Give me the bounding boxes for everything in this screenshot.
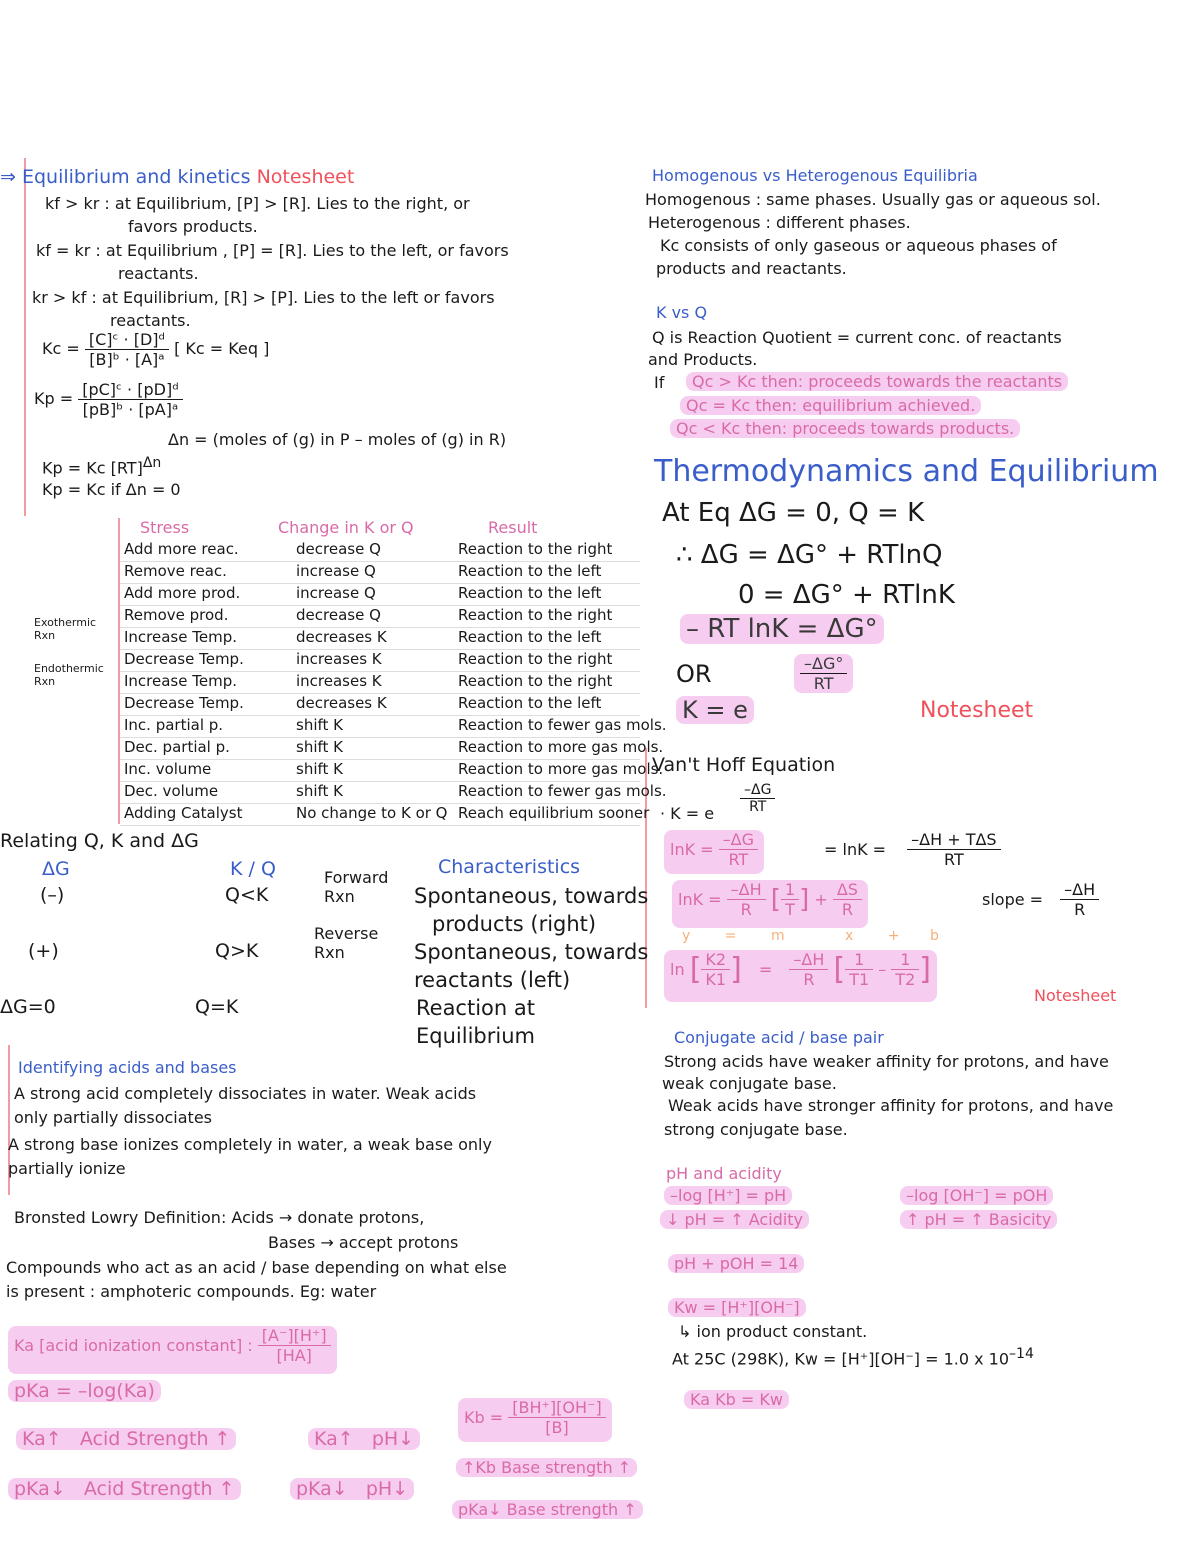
kb-denominator: [B] [545, 1418, 569, 1437]
stress-row [120, 694, 640, 716]
kc-denominator: [B]ᵇ · [A]ᵃ [89, 350, 165, 369]
stress-row [120, 628, 640, 650]
vanthoff-title: Van't Hoff Equation [652, 754, 836, 776]
kc-label: Kc = [42, 339, 80, 358]
stress-cell: Add more prod. [124, 584, 241, 602]
bronsted-line-1: Bronsted Lowry Definition: Acids → donate protons, [14, 1208, 425, 1227]
stress-cell: Adding Catalyst [124, 804, 243, 822]
conjugate-line-3: Weak acids have stronger affinity for protons, and have [668, 1096, 1114, 1115]
stress-cell: Decrease Temp. [124, 650, 244, 668]
ln1-fraction [719, 830, 758, 869]
thermo-notesheet-tag: Notesheet [920, 698, 1034, 723]
kp-rt-exponent: Δn [142, 455, 162, 471]
thermo-title: Thermodynamics and Equilibrium [654, 454, 1159, 489]
stress-row [120, 716, 667, 738]
row3-char-a: Reaction at [416, 996, 535, 1020]
conjugate-line-2: weak conjugate base. [662, 1074, 837, 1093]
stress-row [120, 562, 640, 584]
ln3-den: K1 [705, 970, 727, 989]
change-cell: increases K [296, 650, 382, 668]
thermo-k-base: K = e [682, 696, 748, 724]
ln1-den: RT [728, 850, 749, 869]
pka-acid-strength [8, 1478, 241, 1500]
characteristics-header: Characteristics [438, 856, 581, 878]
ln1b-den: RT [944, 850, 964, 869]
kc-formula [42, 330, 269, 369]
arrow-icon: ⇒ [0, 166, 16, 188]
ln1-eq: = lnK = [824, 840, 887, 859]
stress-row-rule [120, 825, 640, 826]
ln2-plus: + [814, 890, 828, 909]
ymxb-labels [682, 928, 939, 944]
ka-formula [8, 1326, 337, 1374]
stress-row [120, 650, 640, 672]
amphoteric-line-1: Compounds who act as an acid / base depending on what else [6, 1258, 507, 1277]
conjugate-title: Conjugate acid / base pair [674, 1028, 884, 1047]
result-cell: Reaction to the right [458, 540, 613, 558]
stress-cell: Dec. partial p. [124, 738, 230, 756]
s3-pka: pKa↓ [14, 1478, 66, 1500]
kb-formula [458, 1398, 612, 1442]
result-cell: Reaction to fewer gas mols. [458, 716, 667, 734]
stress-cell: Add more reac. [124, 540, 239, 558]
ln3-r-fraction [789, 950, 828, 989]
change-cell: shift K [296, 782, 343, 800]
vanthoff-ln1-left [664, 830, 764, 874]
kp-denominator: [pB]ᵇ · [pA]ᵃ [82, 400, 179, 419]
row2-dg: (+) [28, 940, 59, 962]
ion-product-line: ↳ ion product constant. [678, 1322, 868, 1341]
kp-rt-formula [42, 455, 161, 477]
kf-gt-kr-line: kf > kr : at Equilibrium, [P] > [R]. Lies to the right, or [45, 194, 470, 213]
ln2-label: lnK = [678, 890, 722, 909]
thermo-k-exponent [794, 654, 853, 693]
row3-char-b: Equilibrium [416, 1024, 535, 1048]
stress-row [120, 738, 664, 760]
kb-label: Kb = [464, 1408, 504, 1427]
result-cell: Reaction to more gas mols. [458, 738, 664, 756]
relating-title: Relating Q, K and ΔG [0, 830, 199, 852]
thermo-line-2: ∴ ΔG = ΔG° + RTlnQ [676, 540, 943, 570]
stress-cell: Remove reac. [124, 562, 227, 580]
t2-num: 1 [891, 950, 919, 970]
conjugate-line-1: Strong acids have weaker affinity for protons, and have [664, 1052, 1109, 1071]
ymxb-m: m [770, 928, 785, 944]
change-cell: No change to K or Q [296, 804, 448, 822]
kc-note: [ Kc = Keq ] [174, 339, 270, 358]
ymxb-x: x [845, 928, 854, 944]
pka-ph [290, 1478, 414, 1500]
change-cell: increases K [296, 672, 382, 690]
thermo-line-1: At Eq ΔG = 0, Q = K [662, 498, 925, 528]
kb-fraction [508, 1398, 606, 1437]
kf-eq-kr-line-b: reactants. [118, 264, 199, 283]
kf-eq-kr-line: kf = kr : at Equilibrium , [P] = [R]. Lies to the left, or favors [36, 241, 509, 260]
kq-if: If [654, 373, 665, 392]
ln2-mid-den: T [785, 900, 795, 919]
vanthoff-exp-fraction [740, 782, 775, 815]
t1-fraction [845, 950, 873, 989]
thermo-k-eq [676, 696, 754, 724]
kp-kc-line: Kp = Kc if Δn = 0 [42, 480, 181, 499]
kp-label: Kp = [34, 389, 74, 408]
vanthoff-notesheet-tag: Notesheet [1034, 986, 1117, 1005]
result-header: Result [488, 518, 538, 537]
vanthoff-ln3: ln [ $\frac{K2}{K1}$ ] = $\frac{-\Delta H}{R}$ [ $\frac{1}{T1}$ – $\frac{1}{T2}$ ] [664, 950, 937, 1002]
s1-ka: Ka↑ [22, 1428, 62, 1450]
ln2-last-fraction [833, 880, 862, 919]
row1-kq: Q<K [225, 884, 269, 906]
ka-label: Ka [acid ionization constant] : [14, 1336, 253, 1355]
ln2-last-den: R [841, 900, 853, 919]
kp-fraction [78, 380, 182, 419]
change-cell: shift K [296, 716, 343, 734]
ka-numerator: [A⁻][H⁺] [258, 1326, 331, 1346]
row2-char-a: Spontaneous, towards [414, 940, 649, 964]
ln2-mid-fraction [781, 880, 799, 919]
kq-line-5: Qc < Kc then: proceeds towards products. [670, 419, 1020, 438]
homogenous-line-2: Heterogenous : different phases. [648, 213, 911, 232]
row1-direction: Forward Rxn [324, 868, 389, 906]
kr-gt-kf-line-b: reactants. [110, 311, 191, 330]
thermo-or: OR [676, 660, 712, 688]
acids-line-2: only partially dissociates [14, 1108, 212, 1127]
homogenous-line-3: Kc consists of only gaseous or aqueous phases of [660, 236, 1057, 255]
vanthoff-exp-den: RT [749, 799, 767, 815]
thermo-line-4: – RT lnK = ΔG° [680, 614, 884, 644]
ka-kb-kw: Ka Kb = Kw [684, 1390, 789, 1409]
stress-header: Stress [140, 518, 190, 537]
kb-base-strength: ↑Kb Base strength ↑ [456, 1458, 637, 1477]
ln3-label: ln [670, 960, 685, 979]
notesheet-tag: Notesheet [256, 166, 355, 188]
ph-a1: –log [H⁺] = pH [664, 1186, 792, 1205]
ln3-r-den: R [803, 970, 815, 989]
ymxb-plus: + [887, 928, 900, 944]
kq-header: K / Q [230, 858, 276, 880]
row3-dg: ΔG=0 [0, 996, 56, 1018]
s1-strength: Acid Strength ↑ [79, 1428, 231, 1450]
row1-char-b: products (right) [432, 912, 597, 936]
ln3-r-num: –ΔH [789, 950, 828, 970]
acids-title: Identifying acids and bases [18, 1058, 237, 1077]
stress-row [120, 540, 640, 562]
result-cell: Reaction to the left [458, 628, 602, 646]
stress-cell: Increase Temp. [124, 672, 237, 690]
ln3-eq: = [758, 960, 773, 979]
homogenous-line-1: Homogenous : same phases. Usually gas or aqueous sol. [645, 190, 1101, 209]
t1-den: T1 [849, 970, 870, 989]
row2-char-b: reactants (left) [414, 968, 571, 992]
kq-line-1: Q is Reaction Quotient = current conc. of reactants [652, 328, 1062, 347]
kr-gt-kf-line: kr > kf : at Equilibrium, [R] > [P]. Lies to the left or favors [32, 288, 495, 307]
slope-fraction [1060, 880, 1099, 919]
ln2-fraction [727, 880, 766, 919]
change-cell: decreases K [296, 694, 387, 712]
kf-gt-kr-line-b: favors products. [128, 217, 258, 236]
row2-kq: Q>K [215, 940, 259, 962]
kc-fraction [85, 330, 169, 369]
stress-cell: Increase Temp. [124, 628, 237, 646]
ph-sum: pH + pOH = 14 [668, 1254, 804, 1273]
acids-line-1: A strong acid completely dissociates in water. Weak acids [14, 1084, 477, 1103]
stress-row [120, 672, 640, 694]
s4-pka: pKa↓ [296, 1478, 348, 1500]
vanthoff-slope [982, 880, 1099, 924]
result-cell: Reaction to fewer gas mols. [458, 782, 667, 800]
stress-cell: Inc. volume [124, 760, 212, 778]
change-cell: increase Q [296, 584, 376, 602]
conjugate-line-4: strong conjugate base. [664, 1120, 848, 1139]
thermo-exp-den: RT [813, 674, 834, 693]
slope-den: R [1074, 900, 1086, 919]
vanthoff-ln2: lnK = $\frac{-\Delta H}{R}$ [ $\frac{1}{T}$ ] + $\frac{\Delta S}{R}$ [672, 880, 868, 928]
change-header: Change in K or Q [278, 518, 414, 537]
kb-numerator: [BH⁺][OH⁻] [508, 1398, 606, 1418]
thermo-exp-fraction [800, 654, 847, 693]
change-cell: decrease Q [296, 540, 381, 558]
pka-formula: pKa = –log(Ka) [8, 1380, 161, 1402]
ka-acid-strength [16, 1428, 236, 1450]
kq-line-3: Qc > Kc then: proceeds towards the reactants [686, 372, 1068, 391]
slope-label: slope = [982, 890, 1044, 909]
ymxb-y: y [682, 928, 691, 944]
ph-title: pH and acidity [666, 1164, 782, 1183]
endothermic-label: Endothermic Rxn [34, 662, 104, 688]
change-cell: shift K [296, 738, 343, 756]
result-cell: Reaction to more gas mols. [458, 760, 664, 778]
kp-formula [34, 380, 183, 419]
ph-a2: ↓ pH = ↑ Acidity [660, 1210, 809, 1229]
kc-numerator: [C]ᶜ · [D]ᵈ [85, 330, 169, 350]
ymxb-b: b [929, 928, 939, 944]
t2-fraction [891, 950, 919, 989]
result-cell: Reaction to the left [458, 694, 602, 712]
s2-ka: Ka↑ [314, 1428, 354, 1450]
kq-line-4: Qc = Kc then: equilibrium achieved. [680, 396, 981, 415]
equilibrium-section [0, 166, 354, 188]
left-margin-line-top [24, 158, 26, 516]
t2-den: T2 [895, 970, 916, 989]
amphoteric-line-2: is present : amphoteric compounds. Eg: water [6, 1282, 377, 1301]
kq-title: K vs Q [656, 303, 708, 322]
stress-cell: Decrease Temp. [124, 694, 244, 712]
vanthoff-ln1-right [824, 830, 1001, 874]
ka-fraction [258, 1326, 331, 1365]
change-cell: increase Q [296, 562, 376, 580]
result-cell: Reaction to the left [458, 562, 602, 580]
s4-ph: pH↓ [365, 1478, 409, 1500]
ln1b-num: –ΔH + TΔS [907, 830, 1000, 850]
ph-b2: ↑ pH = ↑ Basicity [900, 1210, 1057, 1229]
homogenous-title: Homogenous vs Heterogenous Equilibria [652, 166, 978, 185]
row3-kq: Q=K [195, 996, 239, 1018]
kp-numerator: [pC]ᶜ · [pD]ᵈ [78, 380, 182, 400]
ymxb-eq: = [724, 928, 737, 944]
stress-cell: Dec. volume [124, 782, 219, 800]
s3-strength: Acid Strength ↑ [83, 1478, 235, 1500]
ln2-last-num: ΔS [833, 880, 862, 900]
s2-ph: pH↓ [371, 1428, 415, 1450]
exothermic-label: Exothermic Rxn [34, 616, 97, 642]
ln3-num: K2 [701, 950, 730, 970]
change-cell: decreases K [296, 628, 387, 646]
kw-formula: Kw = [H⁺][OH⁻] [668, 1298, 806, 1317]
slope-num: –ΔH [1060, 880, 1099, 900]
equilibrium-title: Equilibrium and kinetics [21, 166, 251, 188]
vanthoff-k-exponent [740, 782, 775, 815]
t1-num: 1 [845, 950, 873, 970]
pka-base-strength: pKa↓ Base strength ↑ [452, 1500, 643, 1519]
stress-row [120, 782, 667, 804]
ln1-num: –ΔG [719, 830, 758, 850]
ka-ph [308, 1428, 420, 1450]
ln1b-fraction [907, 830, 1000, 869]
ln2-mid-num: 1 [781, 880, 799, 900]
dg-header: ΔG [42, 858, 70, 880]
thermo-exp-num: –ΔG° [800, 654, 847, 674]
result-cell: Reaction to the left [458, 584, 602, 602]
ph-b1: –log [OH⁻] = pOH [900, 1186, 1053, 1205]
delta-n-definition: Δn = (moles of (g) in P – moles of (g) in R) [168, 430, 507, 449]
acids-line-4: partially ionize [8, 1159, 126, 1178]
change-cell: decrease Q [296, 606, 381, 624]
vanthoff-exp-num: –ΔG [740, 782, 775, 799]
kw-at-25c [672, 1346, 1034, 1368]
ln1-label: lnK = [670, 840, 714, 859]
ka-denominator: [HA] [276, 1346, 312, 1365]
kq-line-2: and Products. [648, 350, 758, 369]
row1-char-a: Spontaneous, towards [414, 884, 649, 908]
stress-cell: Remove prod. [124, 606, 229, 624]
stress-row [120, 760, 664, 782]
row2-direction: Reverse Rxn [314, 924, 379, 962]
stress-row [120, 606, 640, 628]
stress-cell: Inc. partial p. [124, 716, 224, 734]
ln2-num: –ΔH [727, 880, 766, 900]
thermo-line-3: 0 = ΔG° + RTlnK [738, 580, 955, 610]
acids-line-3: A strong base ionizes completely in water, a weak base only [8, 1135, 492, 1154]
stress-row [120, 584, 640, 606]
row1-dg: (–) [40, 884, 65, 906]
result-cell: Reaction to the right [458, 606, 613, 624]
vanthoff-k: · K = e [660, 804, 715, 823]
ln2-den: R [740, 900, 752, 919]
bronsted-line-2: Bases → accept protons [268, 1233, 459, 1252]
result-cell: Reaction to the right [458, 672, 613, 690]
kw-at-25c-text: At 25C (298K), Kw = [H⁺][OH⁻] = 1.0 x 10 [672, 1349, 1010, 1369]
homogenous-line-4: products and reactants. [656, 259, 847, 278]
stress-row [120, 804, 650, 826]
change-cell: shift K [296, 760, 343, 778]
ln3-fraction [701, 950, 730, 989]
kw-exponent: –14 [1009, 1346, 1034, 1362]
kp-rt-text: Kp = Kc [RT] [42, 458, 143, 478]
result-cell: Reach equilibrium sooner [458, 804, 650, 822]
result-cell: Reaction to the right [458, 650, 613, 668]
